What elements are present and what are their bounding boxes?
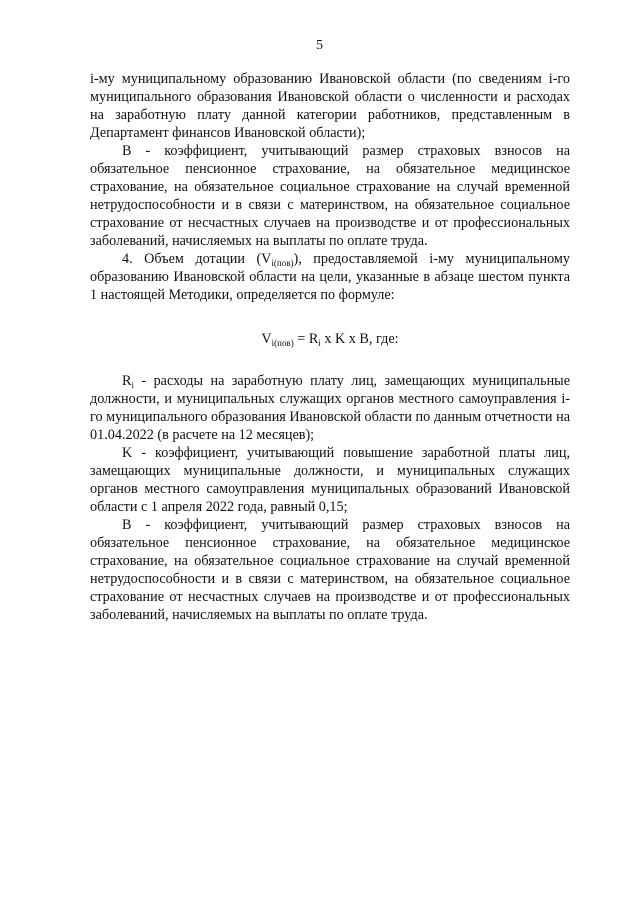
document-body	[90, 70, 570, 624]
paragraph-continuation: i-му муниципальному образованию Ивановской области (по сведениям i-го муниципального образования Ивановской области о численности и расходах на заработную плату данной категории работников, представленным в Департамент финансов Ивановской области);	[90, 71, 570, 141]
paragraph-ri-definition: $R_i$ - расходы на заработную плату лиц, замещающих муниципальные должности, и муниципальных служащих органов местного самоуправления i-го муниципального образования Ивановской области по данным отчетности на 01.04.2022 (в расчете на 12 месяцев);	[90, 373, 570, 443]
paragraph-item-4: 4. Объем дотации $(V_{i(пов)})$, предоставляемой i-му муниципальному образованию Ивановской области на цели, указанные в абзаце шестом пункта 1 настоящей Методики, определяется по формуле:	[90, 251, 571, 303]
paragraph-b-definition: B - коэффициент, учитывающий размер страховых взносов на обязательное пенсионное страхование, на обязательное медицинское страхование, на обязательное социальное страхование на случай временной нетрудоспособности и в связи с материнством, на обязательное социальное страхование от несчастных случаев на производстве и от профессиональных заболеваний, начисляемых на выплаты по оплате труда.	[90, 517, 570, 623]
page-number: 5	[316, 38, 323, 53]
formula: $V_{i(пов)} = R_i$ x K x B, где:	[261, 331, 399, 348]
paragraph-k-definition: K - коэффициент, учитывающий повышение заработной платы лиц, замещающих муниципальные должности, и муниципальных служащих органов местного самоуправления муниципальных образований Ивановской области с 1 апреля 2022 года, равный 0,15;	[90, 445, 570, 515]
paragraph-coefficient-b: B - коэффициент, учитывающий размер страховых взносов на обязательное пенсионное страхование, на обязательное медицинское страхование, на обязательное социальное страхование на случай временной нетрудоспособности и в связи с материнством, на обязательное социальное страхование от несчастных случаев на производстве и от профессиональных заболеваний, начисляемых на выплаты по оплате труда.	[90, 143, 570, 249]
